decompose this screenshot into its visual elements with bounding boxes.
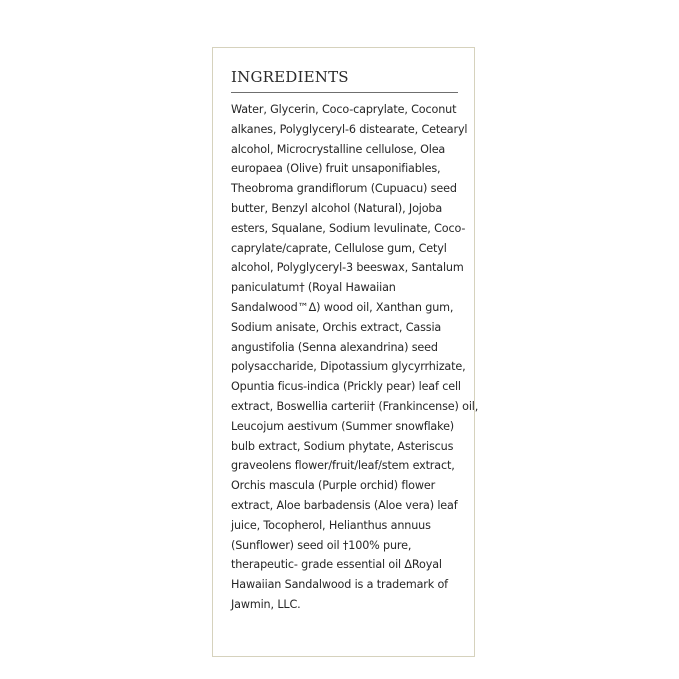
ingredients-line: esters, Squalane, Sodium levulinate, Coco- (231, 221, 466, 235)
ingredients-panel (212, 47, 479, 657)
ingredients-line: graveolens flower/fruit/leaf/stem extract, (231, 459, 455, 473)
ingredients-line: paniculatum† (Royal Hawaiian (231, 281, 396, 295)
ingredients-line: Orchis mascula (Purple orchid) flower (231, 479, 436, 493)
ingredients-line: extract, Aloe barbadensis (Aloe vera) leaf (231, 498, 458, 512)
ingredients-line: alcohol, Polyglyceryl-3 beeswax, Santalum (231, 261, 464, 275)
ingredients-line: Water, Glycerin, Coco-caprylate, Coconut (231, 103, 457, 116)
heading-divider (231, 92, 458, 93)
ingredients-line: Opuntia ficus-indica (Prickly pear) leaf cell (231, 380, 461, 394)
ingredients-line: Leucojum aestivum (Summer snowflake) (231, 419, 455, 433)
ingredients-line: (Sunflower) seed oil †100% pure, (231, 538, 412, 552)
ingredients-line: Jawmin, LLC. (231, 597, 301, 611)
ingredients-line: alkanes, Polyglyceryl-6 distearate, Cetearyl (231, 122, 468, 136)
ingredients-line: bulb extract, Sodium phytate, Asteriscus (231, 439, 454, 453)
ingredients-line: extract, Boswellia carterii† (Frankincense) oil, (231, 399, 479, 413)
ingredients-line: Sodium anisate, Orchis extract, Cassia (231, 320, 442, 334)
ingredients-line: juice, Tocopherol, Helianthus annuus (231, 518, 431, 532)
ingredients-line: Hawaiian Sandalwood is a trademark of (231, 578, 448, 592)
ingredients-line: europaea (Olive) fruit unsaponifiables, (231, 162, 441, 176)
ingredients-line: Theobroma grandiflorum (Cupuacu) seed (231, 182, 457, 196)
ingredients-line: caprylate/caprate, Cellulose gum, Cetyl (231, 241, 447, 255)
ingredients-line: Sandalwood™Δ) wood oil, Xanthan gum, (231, 300, 454, 314)
ingredients-line: alcohol, Microcrystalline cellulose, Olea (231, 142, 446, 156)
ingredients-heading: INGREDIENTS (231, 68, 349, 86)
ingredients-line: therapeutic- grade essential oil ΔRoyal (231, 558, 442, 572)
ingredients-line: angustifolia (Senna alexandrina) seed (231, 340, 438, 354)
ingredients-line: polysaccharide, Dipotassium glycyrrhizate, (231, 360, 466, 374)
ingredients-text (231, 100, 479, 615)
ingredients-line: butter, Benzyl alcohol (Natural), Jojoba (231, 201, 443, 215)
